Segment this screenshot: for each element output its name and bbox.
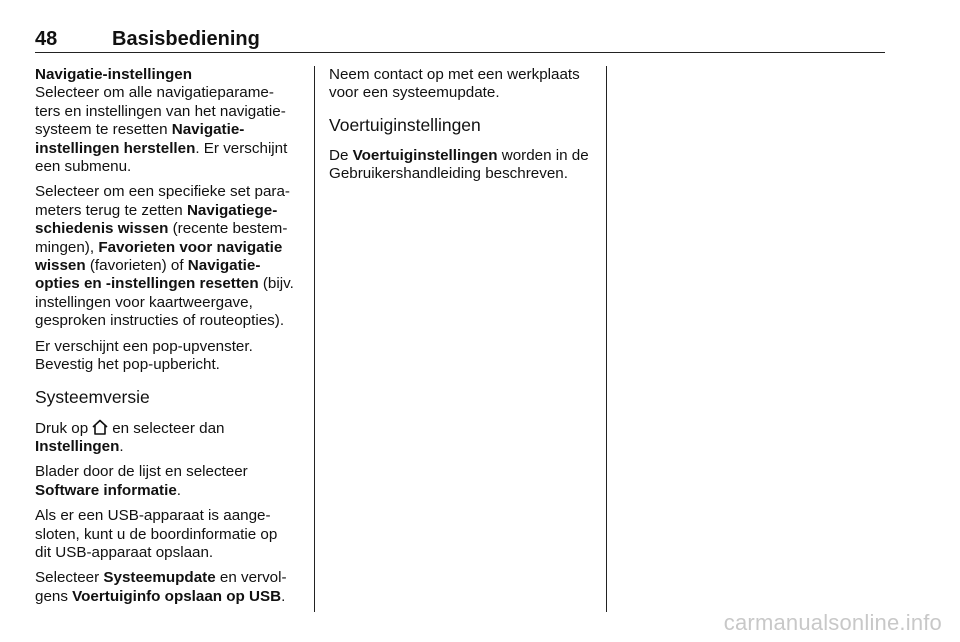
- home-icon: [91, 419, 109, 435]
- page-header: [35, 28, 885, 52]
- paragraph-scroll-list: Blader door de lijst en selecteer Software informatie.: [35, 463, 248, 499]
- paragraph-reset-all: Selecteer om alle navigatieparame- ters en instellingen van het navigatie- systeem te resetten Navigatie- instellingen herstellen. Er verschijnt een submenu.: [35, 84, 288, 176]
- watermark: carmanualsonline.info: [723, 610, 942, 635]
- section-heading-navigatie-instellingen: Navigatie-instellingen: [35, 66, 192, 83]
- header-divider: [35, 52, 885, 53]
- section-heading-systeemversie: Systeemversie: [35, 386, 150, 407]
- paragraph-press-home: Druk op en selecteer dan Instellingen.: [35, 419, 225, 455]
- paragraph-usb: Als er een USB-apparaat is aange- sloten, kunt u de boordinformatie op dit USB-apparaat opslaan.: [35, 507, 278, 561]
- column-middle: [329, 66, 599, 191]
- paragraph-contact-workshop: Neem contact op met een werkplaats voor een systeemupdate.: [329, 66, 580, 102]
- paragraph-vehicle-settings: De Voertuiginstellingen worden in de Gebruikershandleiding beschreven.: [329, 146, 589, 183]
- column-divider-2: [606, 66, 607, 612]
- paragraph-reset-specific: Selecteer om een specifieke set para- meters terug te zetten Navigatiege- schiedenis wissen (recente bestem- mingen), Favorieten voor navigatie wissen (favorieten) of Navigatie- opties en -instellingen resetten (bijv. instellingen voor kaartweergave, gesproken instructies of routeopties).: [35, 183, 294, 330]
- paragraph-system-update: Selecteer Systeemupdate en vervol- gens Voertuiginfo opslaan op USB.: [35, 569, 287, 605]
- page-number: 48: [35, 28, 58, 50]
- section-heading-voertuiginstellingen: Voertuiginstellingen: [329, 114, 481, 135]
- column-divider-1: [314, 66, 315, 612]
- column-left: [35, 66, 305, 613]
- chapter-title: Basisbediening: [112, 28, 260, 50]
- paragraph-popup: Er verschijnt een pop-upvenster. Bevestig het pop-upbericht.: [35, 337, 253, 374]
